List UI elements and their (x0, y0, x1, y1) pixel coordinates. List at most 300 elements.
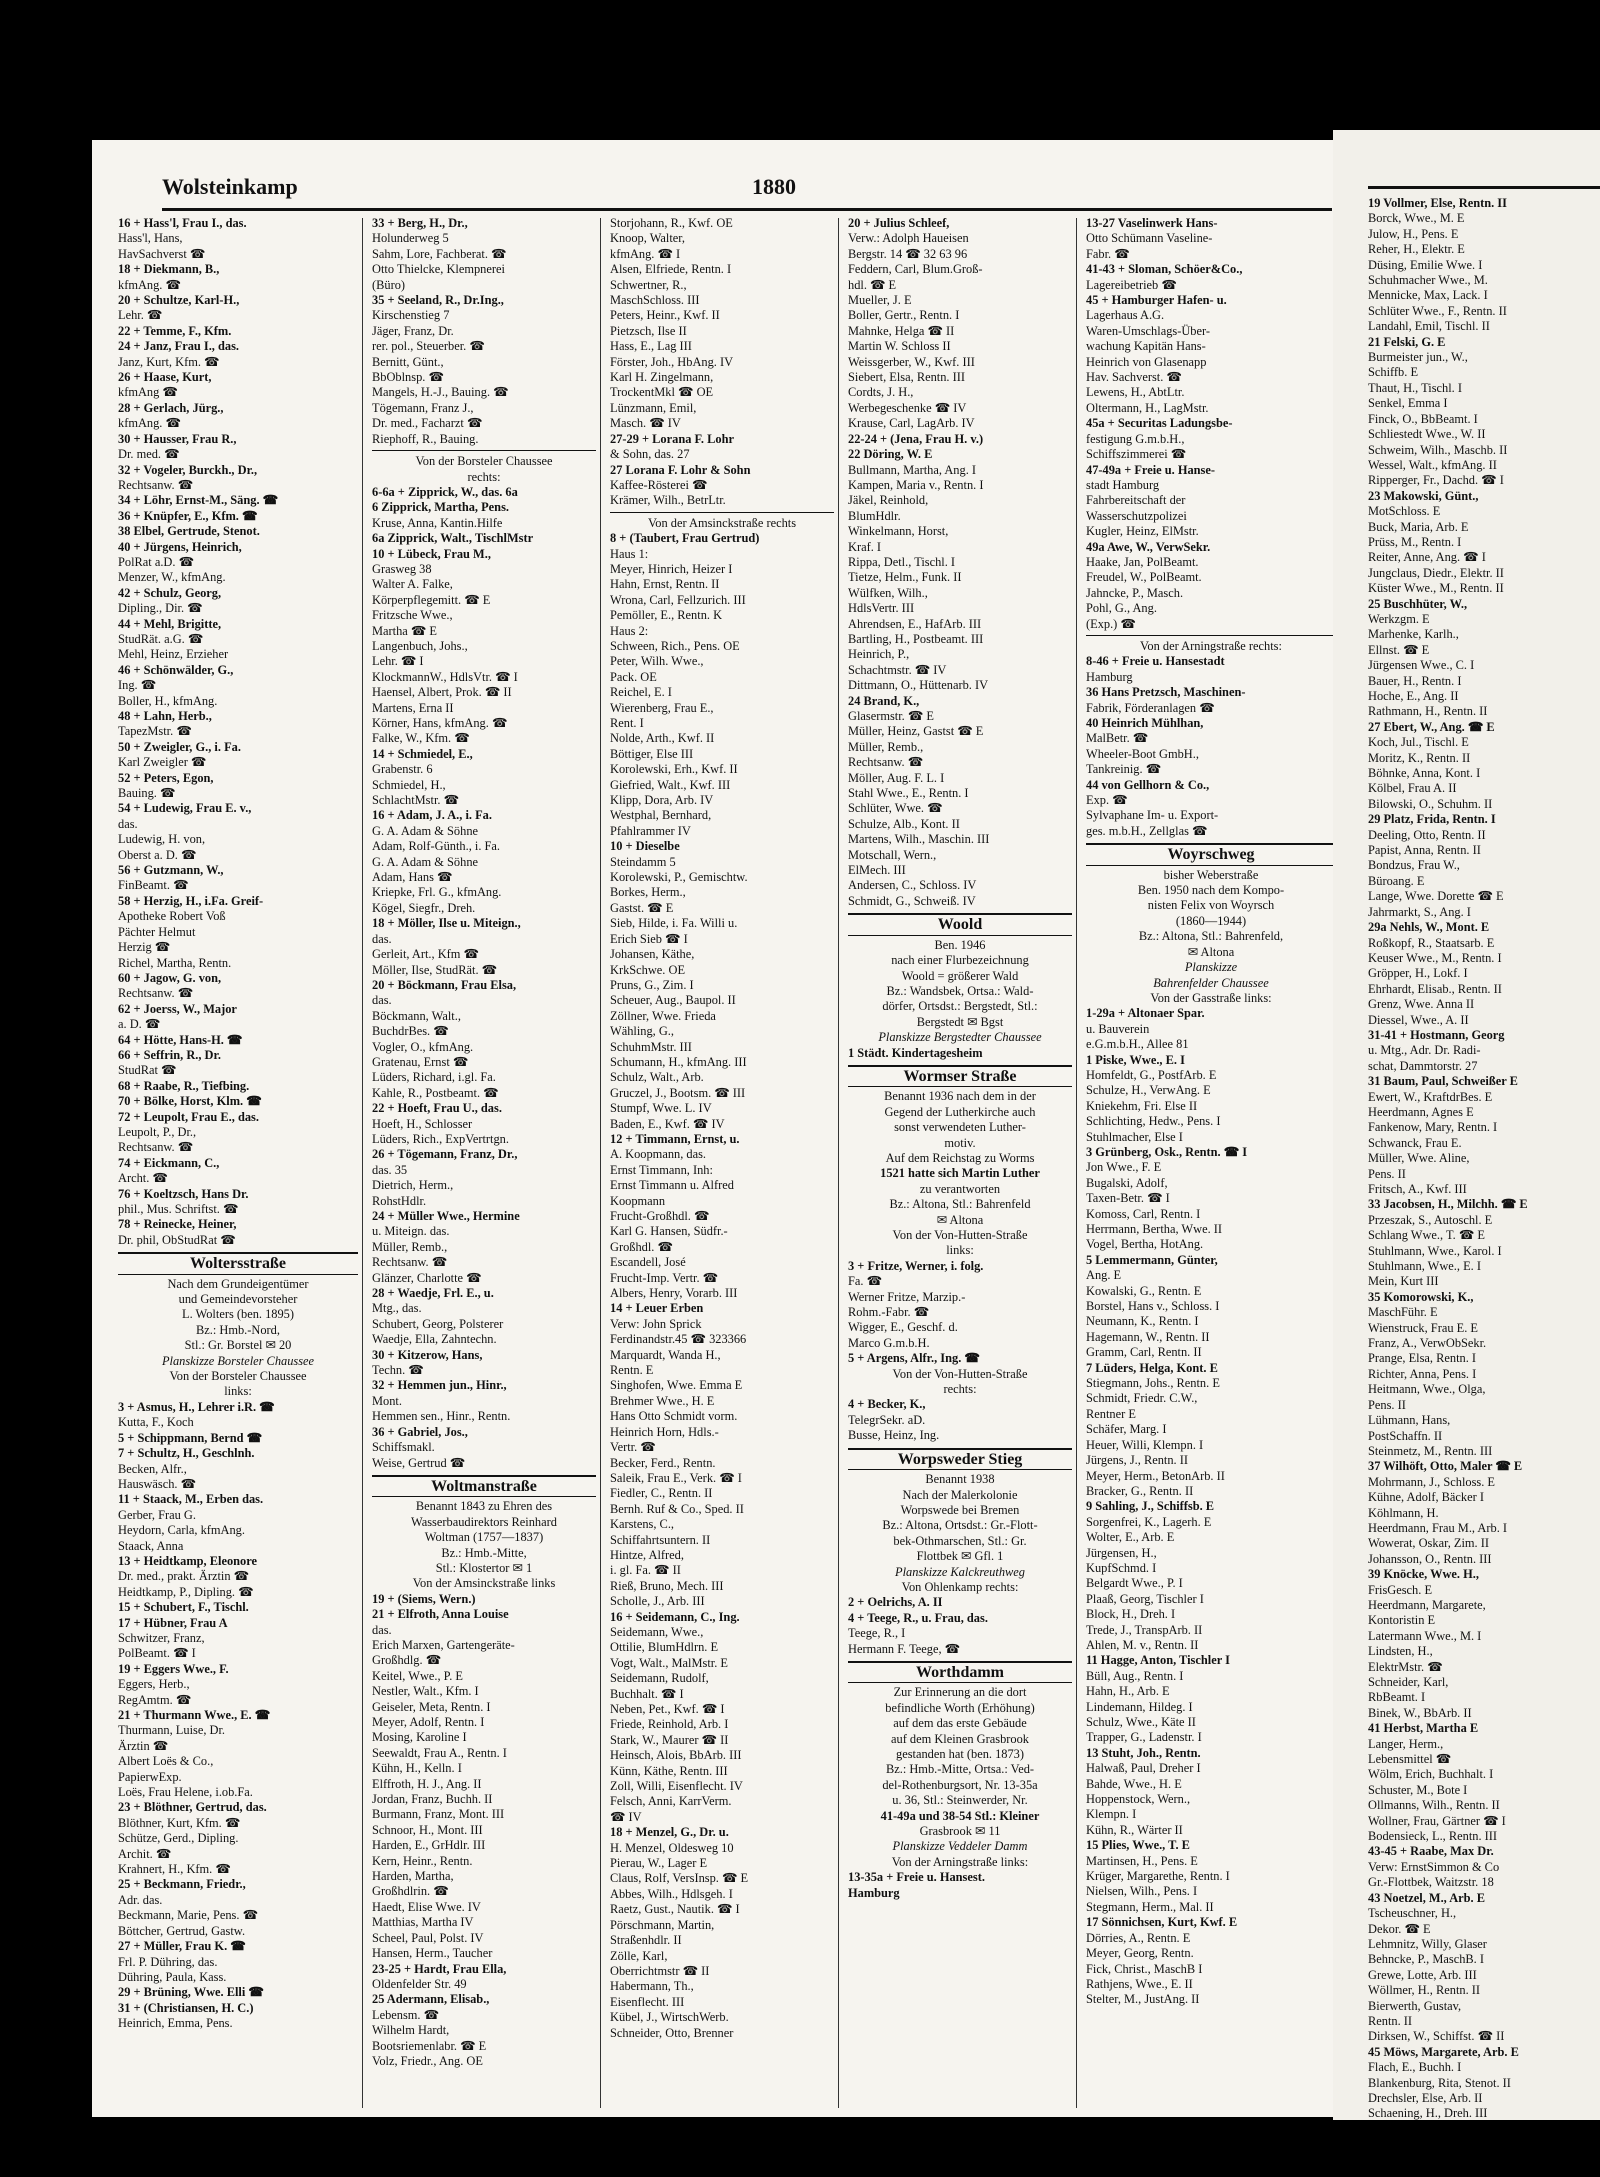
entry-line: Lehmnitz, Willy, Glaser (1368, 1936, 1487, 1951)
entry-line: Straßenhdlr. II (610, 1933, 682, 1948)
entry-line: Wülfken, Wilh., (848, 585, 928, 600)
header-street-name: Wolsteinkamp (162, 174, 298, 199)
entry-line: Waedje, Ella, Zahntechn. (372, 1332, 497, 1347)
entry-line: 18 + Diekmann, B., (118, 262, 220, 277)
entry-line: Lebensmittel ☎ (1368, 1752, 1452, 1767)
entry-line: Belgardt Wwe., P. I (1086, 1576, 1183, 1591)
entry-line: Elffroth, H. J., Ang. II (372, 1776, 482, 1791)
entries-woold (848, 1046, 1072, 1061)
entries-woltersstrasse (118, 1400, 358, 2032)
entry-line: Frl. P. Dühring, das. (118, 1954, 218, 1969)
entry-line: 24 + Janz, Frau I., das. (118, 339, 239, 354)
entry-line: das. (372, 931, 392, 946)
entry-line: Schwitzer, Franz, (118, 1630, 205, 1645)
entry-line: del-Rothenburgsort, Nr. 13-35a (882, 1777, 1038, 1792)
entry-line: rer. pol., Steuerber. ☎ (372, 339, 485, 354)
entry-line: MotSchloss. E (1368, 504, 1441, 519)
entry-line: Martha ☎ E (372, 623, 437, 638)
direction-line: Von der Borsteler Chaussee (169, 1369, 307, 1384)
entry-line: Nach der Malerkolonie (902, 1487, 1018, 1502)
entry-line: 20 + Schultze, Karl-H., (118, 293, 240, 308)
entry-line: a. D. ☎ (118, 1017, 161, 1032)
entry-line: Buchhalt. ☎ I (610, 1686, 684, 1701)
entry-line: Ehrhardt, Elisab., Rentn. II (1368, 981, 1502, 996)
entry-line: Schaening, H., Dreh. III (1368, 2106, 1488, 2120)
entry-line: Pächter Helmut (118, 924, 196, 939)
entry-line: Stuhlmacher, Else I (1086, 1129, 1183, 1144)
entry-line: Volz, Friedr., Ang. OE (372, 2053, 483, 2068)
entry-line: Rentner E (1086, 1406, 1136, 1421)
entry-line: Kugler, Heinz, ElMstr. (1086, 524, 1199, 539)
direction-line: links: (946, 1243, 974, 1258)
entry-line: 27 Lorana F. Lohr & Sohn (610, 462, 751, 477)
entries-wolsteinkamp (118, 216, 358, 1248)
entry-line: Schulze, H., VerwAng. E (1086, 1083, 1211, 1098)
entry-line: Wolter, E., Arb. E (1086, 1530, 1175, 1545)
entry-line: Haus 1: (610, 546, 649, 561)
entries-worthdamm (848, 1870, 1072, 1901)
entry-line: Dr. med., Facharzt ☎ (372, 416, 483, 431)
entry-line: Sylvaphane Im- u. Export- (1086, 808, 1219, 823)
entry-line: Becken, Alfr., (118, 1461, 187, 1476)
entry-line: Karstens, C., (610, 1517, 675, 1532)
entry-line: Heitmann, Wwe., Olga, (1368, 1382, 1486, 1397)
entry-line: 16 + Adam, J. A., i. Fa. (372, 808, 492, 823)
entry-line: Gr.-Flottbek, Waitzstr. 18 (1368, 1875, 1494, 1890)
entry-line: Schlüter Wwe., F., Rentn. II (1368, 303, 1507, 318)
entry-line: Teege, R., I (848, 1626, 906, 1641)
entry-line: Düsing, Emilie Wwe. I (1368, 257, 1483, 272)
entry-line: 45 + Hamburger Hafen- u. (1086, 293, 1227, 308)
entry-line: Siebert, Elsa, Rentn. III (848, 370, 965, 385)
entry-line: Müller, Wwe. Aline, (1368, 1151, 1470, 1166)
entry-line: Grasweg 38 (372, 561, 432, 576)
entry-line: Fritsch, A., Kwf. III (1368, 1182, 1467, 1196)
entry-line: Geiseler, Meta, Rentn. I (372, 1699, 491, 1714)
entry-line: Fritzsche Wwe., (372, 608, 453, 623)
entry-line: Meyer, Adolf, Rentn. I (372, 1715, 485, 1729)
entry-line: StudRät. a.G. ☎ (118, 631, 204, 646)
entry-line: Schuster, M., Bote I (1368, 1782, 1468, 1797)
entry-line: Stark, W., Maurer ☎ II (610, 1732, 729, 1747)
entry-line: Pfahlrammer IV (610, 823, 691, 838)
entry-line: Jürgens, J., Rentn. II (1086, 1453, 1188, 1468)
entry-line: 20 + Böckmann, Frau Elsa, (372, 977, 517, 992)
entry-line: 41-49a und 38-54 Stl.: Kleiner (880, 1808, 1040, 1823)
entry-line: Hermann F. Teege, ☎ (848, 1641, 961, 1656)
street-heading-woold: Woold (848, 913, 1072, 935)
entry-line: Oberrichtmstr ☎ II (610, 1963, 710, 1978)
entry-line: Lehr. ☎ (118, 308, 163, 323)
entry-line: Kölbel, Frau A. II (1368, 781, 1457, 796)
entry-line: Sorgenfrei, K., Lagerh. E (1086, 1514, 1212, 1529)
street-heading-worthdamm: Worthdamm (848, 1661, 1072, 1683)
entry-line: Vertr. ☎ (610, 1440, 656, 1455)
entry-line: Papist, Anna, Rentn. II (1368, 843, 1481, 858)
entry-line: das. (372, 1622, 392, 1637)
entries-woyrschweg (1086, 1006, 1336, 2007)
entry-line: Hamburg (1086, 669, 1133, 684)
entry-line: Exp. ☎ (1086, 793, 1128, 808)
entry-line: Behncke, P., MaschB. I (1368, 1952, 1484, 1967)
entry-line: Heinrich, P., (848, 647, 910, 662)
entry-line: MalBetr. ☎ (1086, 731, 1149, 746)
entry-line: 6-6a + Zipprick, W., das. 6a (372, 484, 518, 499)
entry-line: 13 Stuht, Joh., Rentn. (1086, 1745, 1201, 1760)
entry-line: 49a Awe, W., VerwSekr. (1086, 539, 1211, 554)
entry-line: Krahnert, H., Kfm. ☎ (118, 1862, 231, 1877)
entry-line: 3 + Fritze, Werner, i. folg. (848, 1258, 984, 1273)
entry-line: Pack. OE (610, 669, 657, 684)
entry-line: 39 Knöcke, Wwe. H., (1368, 1567, 1479, 1582)
planskizze: Bahrenfelder Chaussee (1153, 975, 1269, 990)
entry-line: Wähling, G., (610, 1024, 675, 1039)
entry-line: Bodensieck, L., Rentn. III (1368, 1829, 1498, 1844)
entry-line: 64 + Hötte, Hans-H. ☎ (118, 1032, 243, 1047)
entry-line: Woltman (1757—1837) (424, 1530, 544, 1545)
direction-line: Von der Von-Hutten-Straße (892, 1228, 1028, 1242)
entry-line: Motschall, Wern., (848, 847, 937, 862)
entry-line: Johansen, Käthe, (610, 947, 695, 962)
entry-line: Oberst a. D. ☎ (118, 847, 197, 862)
entry-line: Frucht-Imp. Vertr. ☎ (610, 1270, 719, 1285)
entry-line: 31 + (Christiansen, H. C.) (118, 2000, 254, 2015)
entries-worpsweder-stieg (848, 1595, 1072, 1657)
entry-line: Brehmer Wwe., H. E (610, 1393, 715, 1408)
entry-line: Kraf. I (848, 539, 882, 554)
entry-line: 35 + Seeland, R., Dr.Ing., (372, 293, 504, 308)
entry-line: Kampen, Maria v., Rentn. I (848, 477, 984, 492)
entry-line: Tankreinig. ☎ (1086, 762, 1162, 777)
direction-line: Von Ohlenkamp rechts: (901, 1579, 1019, 1594)
entry-line: Karl G. Hansen, Südfr.- (610, 1224, 728, 1239)
entry-line: Saleik, Frau E., Verk. ☎ I (610, 1470, 742, 1485)
entry-line: Loës, Frau Helene, i.ob.Fa. (118, 1785, 253, 1800)
entries-worthdamm-cont (1086, 216, 1336, 632)
entry-line: Worpswede bei Bremen (900, 1502, 1020, 1517)
entry-line: Bz.: Altona, Ortsdst.: Gr.-Flott- (882, 1518, 1038, 1533)
street-heading-woyrschweg: Woyrschweg (1086, 843, 1336, 865)
entry-line: ElektrMstr. ☎ (1368, 1659, 1443, 1674)
entry-line: Fiedler, C., Rentn. II (610, 1486, 713, 1501)
entry-line: Großhdl. ☎ (610, 1239, 673, 1254)
entry-line: Schäfer, Marg. I (1086, 1422, 1167, 1437)
entry-line: Giefried, Walt., Kwf. III (610, 777, 731, 792)
entry-line: 4 + Becker, K., (848, 1397, 926, 1412)
entry-line: Lehr. ☎ I (372, 654, 424, 669)
entry-line: Heydorn, Carla, kfmAng. (118, 1523, 245, 1538)
entry-line: Zur Erinnerung an die dort (893, 1685, 1027, 1700)
entry-line: Prüss, M., Rentn. I (1368, 534, 1462, 549)
entry-line: Dr. med. ☎ (118, 447, 180, 462)
entries-woltmanstrasse-cont (610, 216, 834, 509)
entry-line: Kahle, R., Postbeamt. ☎ (372, 1085, 499, 1100)
entry-line: KupfSchmd. I (1086, 1560, 1157, 1575)
entry-line: Gruczel, J., Bootsm. ☎ III (610, 1085, 746, 1100)
entry-line: Meyer, Hinrich, Heizer I (610, 561, 733, 576)
entry-line: 78 + Reinecke, Heiner, (118, 1217, 237, 1232)
entry-line: Becker, Ferd., Rentn. (610, 1455, 716, 1470)
entry-line: 54 + Ludewig, Frau E. v., (118, 801, 252, 816)
entry-line: 42 + Schulz, Georg, (118, 585, 222, 600)
entry-line: kfmAng. ☎ I (610, 246, 681, 261)
entry-line: Wöllmer, H., Rentn. II (1368, 1983, 1481, 1998)
entry-line: Benannt 1938 (925, 1472, 995, 1487)
entry-line: 34 + Löhr, Ernst-M., Säng. ☎ (118, 493, 279, 508)
entry-line: 24 + Müller Wwe., Hermine (372, 1209, 520, 1223)
entry-line: Ben. 1946 (934, 937, 986, 952)
direction-line: rechts: (943, 1382, 977, 1397)
entry-line: 18 + Möller, Ilse u. Miteign., (372, 916, 521, 931)
entry-line: Haensel, Albert, Prok. ☎ II (372, 685, 512, 700)
entry-line: Wasserbaudirektors Reinhard (411, 1514, 557, 1529)
column-2 (372, 216, 596, 2106)
entry-line: 31-41 + Hostmann, Georg (1368, 1027, 1505, 1042)
planskizze: Planskizze (1184, 960, 1238, 975)
entry-line: 19 + Eggers Wwe., F. (118, 1661, 229, 1676)
entry-line: Jäger, Franz, Dr. (372, 323, 454, 338)
entry-line: Janz, Kurt, Kfm. ☎ (118, 354, 220, 369)
entry-line: 25 Buschhüter, W., (1368, 596, 1468, 611)
entry-line: Adam, Hans ☎ (372, 870, 453, 885)
entry-line: Steindamm 5 (610, 854, 676, 869)
entry-line: 60 + Jagow, G. von, (118, 970, 222, 985)
entry-line: 47-49a + Freie u. Hanse- (1086, 462, 1216, 477)
entry-line: 41-43 + Sloman, Schöer&Co., (1086, 262, 1243, 277)
entry-line: Vogler, O., kfmAng. (372, 1039, 474, 1054)
entry-line: 2 + Oelrichs, A. II (848, 1595, 943, 1610)
entry-line: Bergstedt ✉ Bgst (916, 1014, 1004, 1029)
column-4 (848, 216, 1072, 2106)
entry-line: Rechtsanw. ☎ (118, 477, 194, 492)
entry-line: Meyer, Herm., BetonArb. II (1086, 1468, 1225, 1483)
entry-line: Rathjens, Wwe., E. II (1086, 1976, 1193, 1991)
page-number: 1880 (752, 174, 796, 199)
entry-line: 25 Adermann, Elisab., (372, 1992, 490, 2007)
entry-line: 36 Hans Pretzsch, Maschinen- (1086, 685, 1246, 700)
street-heading-woltmanstrasse: Woltmanstraße (372, 1475, 596, 1497)
entry-line: Künn, Käthe, Rentn. III (610, 1763, 728, 1778)
entry-line: Kühne, Adolf, Bäcker I (1368, 1490, 1484, 1505)
entry-line: ges. m.b.H., Zellglas ☎ (1086, 823, 1208, 838)
entries-woltmanstrasse-cont2 (848, 216, 1072, 909)
direction-line: Von der Borsteler Chaussee (415, 454, 553, 469)
column-5 (1086, 216, 1336, 2106)
entry-line: 66 + Seffrin, R., Dr. (118, 1047, 221, 1062)
entry-line: Kühn, R., Wärter II (1086, 1822, 1183, 1837)
entry-line: Busse, Heinz, Ing. (848, 1428, 940, 1443)
entry-line: 12 + Timmann, Ernst, u. (610, 1131, 740, 1146)
entry-line: Stahl Wwe., E., Rentn. I (848, 786, 969, 801)
entry-line: Kowalski, G., Rentn. E (1086, 1283, 1202, 1298)
entry-line: Rathmann, H., Rentn. II (1368, 704, 1488, 719)
entry-line: Stl.: Gr. Borstel ✉ 20 (184, 1338, 292, 1353)
entry-line: 32 + Hemmen jun., Hinr., (372, 1378, 507, 1393)
entry-line: Falke, W., Kfm. ☎ (372, 731, 470, 746)
entry-line: Roßkopf, R., Staatsarb. E (1368, 935, 1495, 950)
entry-line: Zölle, Karl, (610, 1948, 668, 1963)
entry-line: 17 Sönnichsen, Kurt, Kwf. E (1086, 1915, 1238, 1930)
entry-line: G. A. Adam & Söhne (372, 823, 479, 838)
entry-line: Hav. Sachverst. ☎ (1086, 370, 1182, 385)
entry-line: Erich Marxen, Gartengeräte- (372, 1637, 515, 1652)
entry-line: Escandell, José (610, 1255, 686, 1270)
entry-line: Kirschenstieg 7 (372, 308, 450, 323)
entry-line: Schulz, Walt., Arb. (610, 1070, 704, 1085)
direction-line: Von der Amsinckstraße links (412, 1576, 556, 1591)
entry-line: 36 + Gabriel, Jos., (372, 1424, 468, 1439)
entry-line: ✉ Altona (936, 1212, 984, 1227)
entry-line: Nestler, Walt., Kfm. I (372, 1684, 479, 1699)
entry-line: Raetz, Gust., Nautik. ☎ I (610, 1902, 740, 1917)
entry-line: Wrona, Carl, Fellzurich. III (610, 592, 746, 607)
entry-line: Schlang Wwe., T. ☎ E (1368, 1228, 1485, 1243)
entries-wormser-strasse-right (848, 1397, 1072, 1443)
entry-line: Finck, O., BbBeamt. I (1368, 411, 1478, 426)
entry-line: Reichel, E. I (610, 685, 672, 700)
entry-line: Bootsriemenlabr. ☎ E (372, 2038, 487, 2053)
entry-line: Krämer, Wilh., BetrLtr. (610, 493, 726, 508)
entry-line: StudRat ☎ (118, 1063, 177, 1078)
former-name: bisher Weberstraße (1163, 867, 1259, 882)
entry-line: ElMech. III (848, 863, 906, 878)
entry-line: Thaut, H., Tischl. I (1368, 380, 1462, 395)
entry-line: Stuhlmann, Wwe., E. I (1368, 1259, 1481, 1274)
entry-line: Büll, Aug., Rentn. I (1086, 1668, 1184, 1683)
entry-line: Feddern, Carl, Blum.Groß- (848, 262, 983, 277)
entry-line: Boller, H., kfmAng. (118, 693, 218, 708)
entry-line: RegAmtm. ☎ (118, 1692, 192, 1707)
entry-line: Korolewski, P., Gemischtw. (610, 870, 748, 885)
street-description (848, 938, 1072, 1030)
entry-line: BlumHdlr. (848, 508, 901, 523)
entry-line: Landahl, Emil, Tischl. II (1368, 319, 1490, 334)
entry-line: Schiffsmakl. (372, 1440, 435, 1455)
entry-line: Kübel, J., WirtschWerb. (610, 2010, 729, 2025)
entry-line: Albers, Henry, Vorarb. III (610, 1286, 738, 1301)
entry-line: Ahrendsen, E., HafArb. III (848, 616, 982, 631)
entry-line: Borkes, Herm., (610, 885, 686, 900)
entry-line: Mein, Kurt III (1368, 1274, 1439, 1289)
entry-line: Bz.: Wandsbek, Ortsa.: Wald- (886, 983, 1034, 998)
entry-line: Heinrich von Glasenapp (1086, 354, 1207, 369)
entry-line: Knoop, Walter, (610, 231, 686, 246)
entry-line: 21 + Elfroth, Anna Louise (372, 1607, 509, 1622)
entry-line: Verw: John Sprick (610, 1316, 702, 1331)
entry-line: 16 + Hass'l, Frau I., das. (118, 216, 247, 230)
planskizze: Planskizze Veddeler Damm (892, 1839, 1028, 1854)
entry-line: 23-25 + Hardt, Frau Ella, (372, 1961, 507, 1976)
entry-line: Dörries, A., Rentn. E (1086, 1930, 1191, 1945)
entry-line: Mont. (372, 1393, 402, 1408)
entry-line: Büroang. E (1368, 873, 1425, 888)
entry-line: Lindsten, H., (1368, 1644, 1433, 1659)
entry-line: Bauing. ☎ (118, 786, 176, 801)
entry-line: Heerdmann, Margarete, (1368, 1597, 1486, 1612)
entry-line: Herzig ☎ (118, 940, 171, 955)
entry-line: Peter, Wilh. Wwe., (610, 654, 704, 669)
entry-line: HavSachverst ☎ (118, 246, 206, 261)
entry-line: Lüders, Richard, i.gl. Fa. (372, 1070, 496, 1085)
entry-line: Julow, H., Pens. E (1368, 226, 1459, 241)
entry-line: Schliestedt Wwe., W. II (1368, 427, 1486, 442)
entry-line: Woold = größerer Wald (901, 968, 1019, 983)
entry-line: Kern, Heinr., Rentn. (372, 1853, 473, 1868)
entry-line: Leupolt, P., Dr., (118, 1124, 197, 1139)
entry-line: 29 + Brüning, Wwe. Elli ☎ (118, 1985, 264, 2000)
entry-line: phil., Mus. Schriftst. ☎ (118, 1202, 239, 1216)
entry-line: Bierwerth, Gustav, (1368, 1998, 1462, 2013)
entry-line: e.G.m.b.H., Allee 81 (1086, 1037, 1189, 1052)
entry-line: Dittmann, O., Hüttenarb. IV (848, 678, 989, 693)
entry-line: Schulze, Alb., Kont. II (848, 816, 960, 831)
entry-line: Krüger, Margarethe, Rentn. I (1086, 1869, 1230, 1884)
planskizze: Planskizze Borsteler Chaussee (161, 1353, 315, 1368)
entry-line: Bilowski, O., Schuhm. II (1368, 796, 1493, 811)
entry-line: schat, Dammtorstr. 27 (1368, 1058, 1478, 1073)
entry-line: Schiffahrtsuntern. II (610, 1532, 711, 1547)
entry-line: Jordan, Franz, Buchh. II (372, 1792, 493, 1807)
entry-line: Martinsen, H., Pens. E (1086, 1853, 1198, 1868)
entry-line: Benannt 1843 zu Ehren des (415, 1499, 553, 1514)
entry-line: 15 Plies, Wwe., T. E (1086, 1838, 1190, 1853)
entry-line: Waren-Umschlags-Über- (1086, 323, 1210, 338)
entry-line: i. gl. Fa. ☎ II (610, 1563, 681, 1578)
entry-line: Pierau, W., Lager E (610, 1856, 708, 1871)
entry-line: Fabrik, Förderanlagen ☎ (1086, 700, 1215, 715)
entry-line: Buck, Maria, Arb. E (1368, 519, 1469, 534)
entry-line: Staack, Anna (118, 1538, 184, 1553)
entry-line: PapierwExp. (118, 1769, 182, 1784)
entry-line: Küster Wwe., M., Rentn. II (1368, 581, 1504, 596)
entry-line: Heuer, Willi, Klempn. I (1086, 1437, 1204, 1452)
entry-line: Frucht-Großhdl. ☎ (610, 1209, 710, 1223)
planskizze: Planskizze Bergstedter Chaussee (878, 1030, 1042, 1045)
entry-line: Fick, Christ., MaschB I (1086, 1961, 1203, 1976)
entry-line: Oldenfelder Str. 49 (372, 1976, 467, 1991)
entry-line: 76 + Koeltzsch, Hans Dr. (118, 1186, 249, 1201)
entry-line: Gastst. ☎ E (610, 900, 674, 915)
entry-line: Archt. ☎ (118, 1171, 168, 1186)
entry-line: Rent. I (610, 716, 644, 730)
entry-line: Dirksen, W., Schiffst. ☎ II (1368, 2029, 1505, 2044)
entry-line: L. Wolters (ben. 1895) (182, 1307, 294, 1322)
entry-line: u. Bauverein (1086, 1021, 1150, 1036)
entry-line: Kaffee-Rösterei ☎ (610, 477, 708, 492)
entry-line: Glasermstr. ☎ E (848, 709, 934, 723)
entry-line: Schwanck, Frau E. (1368, 1135, 1462, 1150)
entry-line: 43 Noetzel, M., Arb. E (1368, 1890, 1485, 1905)
entry-line: gestanden hat (ben. 1873) (896, 1747, 1024, 1761)
entry-line: 68 + Raabe, R., Tiefbing. (118, 1078, 250, 1093)
entry-line: Rechtsanw. ☎ (848, 755, 924, 770)
entry-line: 32 + Vogeler, Burckh., Dr., (118, 462, 258, 477)
entry-line: Cordts, J. H., (848, 385, 914, 400)
entry-line: Ellnst. ☎ E (1368, 642, 1430, 657)
entry-line: Böhnke, Anna, Kont. I (1368, 766, 1481, 781)
entry-line: Keuser Wwe., M., Rentn. I (1368, 950, 1502, 965)
entry-line: Hoeft, H., Schlosser (372, 1116, 473, 1131)
entry-line: Stiegmann, Johs., Rentn. E (1086, 1376, 1220, 1391)
entry-line: 50 + Zweigler, G., i. Fa. (118, 739, 241, 754)
entry-line: Richel, Martha, Rentn. (118, 955, 232, 970)
entry-line: Borstel, Hans v., Schloss. I (1086, 1299, 1220, 1314)
entry-line: 56 + Gutzmann, W., (118, 863, 224, 878)
entry-line: BbOblnsp. ☎ (372, 370, 444, 385)
entry-line: Schneider, Karl, (1368, 1675, 1449, 1689)
entry-line: Schuhmacher Wwe., M. (1368, 273, 1488, 288)
entry-line: Hoche, E., Ang. II (1368, 689, 1459, 703)
